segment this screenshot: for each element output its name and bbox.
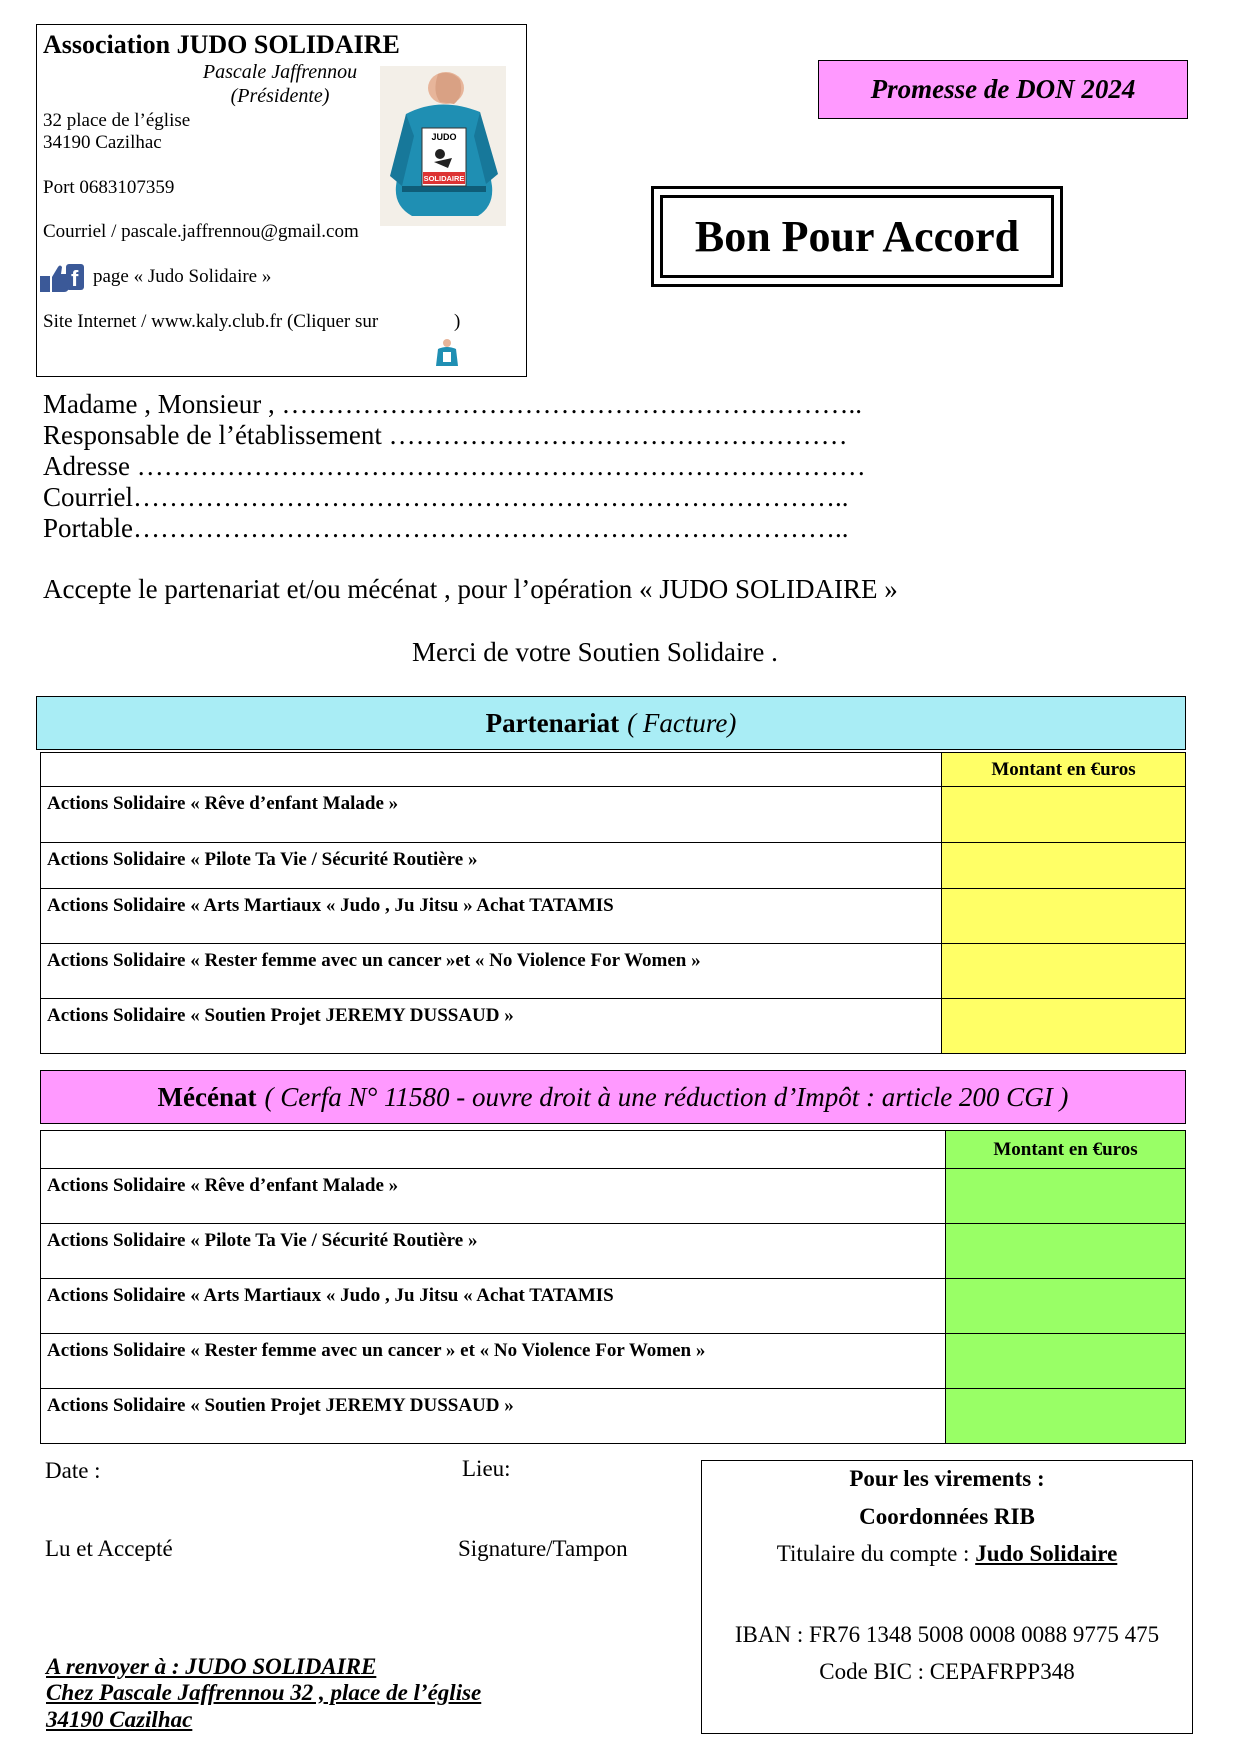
president-role: (Présidente): [230, 85, 330, 107]
lieu-field[interactable]: Lieu:: [462, 1456, 511, 1481]
table-row: [41, 843, 1186, 889]
action-label: Actions Solidaire « Rester femme avec un cancer »et « No Violence For Women »: [41, 944, 942, 999]
table-row: [41, 1279, 1186, 1334]
action-label: Actions Solidaire « Soutien Projet JEREMY DUSSAUD »: [41, 1389, 946, 1444]
amount-input-cell[interactable]: [946, 1334, 1186, 1389]
judoka-patch-bottom: SOLIDAIRE: [423, 174, 465, 183]
table-row: [41, 944, 1186, 999]
president-block: [180, 60, 380, 108]
rib-box: [701, 1460, 1193, 1734]
action-label: Actions Solidaire « Arts Martiaux « Judo , Ju Jitsu » Achat TATAMIS: [41, 889, 942, 944]
mecenat-title: Mécénat: [157, 1081, 257, 1112]
mecenat-table: [40, 1130, 1186, 1444]
amount-input-cell[interactable]: [942, 944, 1186, 999]
amount-input-cell[interactable]: [946, 1224, 1186, 1279]
action-label: Actions Solidaire « Rester femme avec un cancer » et « No Violence For Women »: [41, 1334, 946, 1389]
thank-you-message: Merci de votre Soutien Solidaire .: [412, 637, 778, 667]
amount-header: Montant en €uros: [942, 753, 1186, 787]
table-row: [41, 889, 1186, 944]
promesse-de-don-banner: Promesse de DON 2024: [818, 60, 1188, 119]
amount-input-cell[interactable]: [946, 1169, 1186, 1224]
date-field[interactable]: Date :: [45, 1458, 101, 1483]
action-label: Actions Solidaire « Rêve d’enfant Malade »: [41, 1169, 946, 1224]
table-row: [41, 787, 1186, 843]
facebook-like-icon[interactable]: [40, 262, 84, 294]
mecenat-subtitle: ( Cerfa N° 11580 - ouvre droit à une réduction d’Impôt : article 200 CGI ): [264, 1081, 1069, 1112]
rib-bic: Code BIC : CEPAFRPP348: [819, 1659, 1075, 1684]
table-header-row: [41, 1131, 1186, 1169]
titulaire-label: Titulaire du compte :: [776, 1541, 976, 1566]
amount-input-cell[interactable]: [946, 1279, 1186, 1334]
email-address: Courriel / pascale.jaffrennou@gmail.com: [43, 221, 359, 242]
table-row: [41, 999, 1186, 1054]
action-label: Actions Solidaire « Rêve d’enfant Malade »: [41, 787, 942, 843]
courriel-field[interactable]: Courriel……………………………………………………………………..: [43, 482, 849, 512]
rib-subtitle: Coordonnées RIB: [859, 1504, 1035, 1529]
partenariat-title: Partenariat: [485, 707, 620, 738]
partenariat-table: [40, 752, 1186, 1054]
rib-titulaire: [701, 1541, 1193, 1567]
return-address-line-2: Chez Pascale Jaffrennou 32 , place de l’église: [46, 1680, 482, 1705]
partenariat-header: [36, 696, 1186, 750]
action-label: Actions Solidaire « Pilote Ta Vie / Sécurité Routière »: [41, 1224, 946, 1279]
table-row: [41, 1334, 1186, 1389]
association-name: Association JUDO SOLIDAIRE: [43, 30, 400, 59]
titulaire-value: Judo Solidaire: [975, 1541, 1118, 1566]
amount-header: Montant en €uros: [946, 1131, 1186, 1169]
judoka-patch-top: JUDO: [431, 132, 457, 142]
rib-title: Pour les virements :: [849, 1466, 1045, 1491]
website-link-close: ): [454, 311, 461, 332]
action-label: Actions Solidaire « Arts Martiaux « Judo , Ju Jitsu « Achat TATAMIS: [41, 1279, 946, 1334]
partenariat-subtitle: ( Facture): [627, 707, 737, 738]
amount-input-cell[interactable]: [942, 787, 1186, 843]
bon-pour-accord-title: Bon Pour Accord: [660, 195, 1054, 278]
svg-text:f: f: [71, 266, 79, 291]
president-name: Pascale Jaffrennou: [202, 61, 358, 83]
judoka-link-icon[interactable]: [434, 338, 460, 370]
amount-input-cell[interactable]: [942, 843, 1186, 889]
table-row: [41, 1224, 1186, 1279]
address-line-2: 34190 Cazilhac: [43, 132, 162, 153]
rib-iban: IBAN : FR76 1348 5008 0008 0088 9775 475: [734, 1622, 1160, 1647]
address-line-1: 32 place de l’église: [43, 110, 191, 131]
madame-monsieur-field[interactable]: Madame , Monsieur , ………………………………………………………..: [43, 389, 862, 419]
responsable-field[interactable]: Responsable de l’établissement ……………………………………………: [43, 420, 848, 450]
return-address-line-3: 34190 Cazilhac: [46, 1707, 193, 1732]
amount-input-cell[interactable]: [946, 1389, 1186, 1444]
acceptation-statement: Accepte le partenariat et/ou mécénat , pour l’opération « JUDO SOLIDAIRE »: [43, 574, 898, 604]
lu-et-accepte-label: Lu et Accepté: [45, 1536, 173, 1561]
phone-number: Port 0683107359: [43, 177, 175, 198]
table-row: [41, 1389, 1186, 1444]
action-label: Actions Solidaire « Pilote Ta Vie / Sécurité Routière »: [41, 843, 942, 889]
amount-input-cell[interactable]: [942, 999, 1186, 1054]
action-label: Actions Solidaire « Soutien Projet JEREMY DUSSAUD »: [41, 999, 942, 1054]
judoka-back-illustration: [380, 66, 506, 226]
facebook-page-label[interactable]: page « Judo Solidaire »: [93, 266, 272, 287]
website-link[interactable]: Site Internet / www.kaly.club.fr (Cliquer sur: [43, 311, 379, 332]
signature-tampon-field[interactable]: Signature/Tampon: [458, 1536, 628, 1561]
portable-field[interactable]: Portable……………………………………………………………………..: [43, 513, 849, 543]
amount-input-cell[interactable]: [942, 889, 1186, 944]
table-header-row: [41, 753, 1186, 787]
adresse-field[interactable]: Adresse ………………………………………………………………………: [43, 451, 866, 481]
table-row: [41, 1169, 1186, 1224]
return-address-line-1: A renvoyer à : JUDO SOLIDAIRE: [46, 1654, 377, 1679]
mecenat-header: [40, 1070, 1186, 1124]
